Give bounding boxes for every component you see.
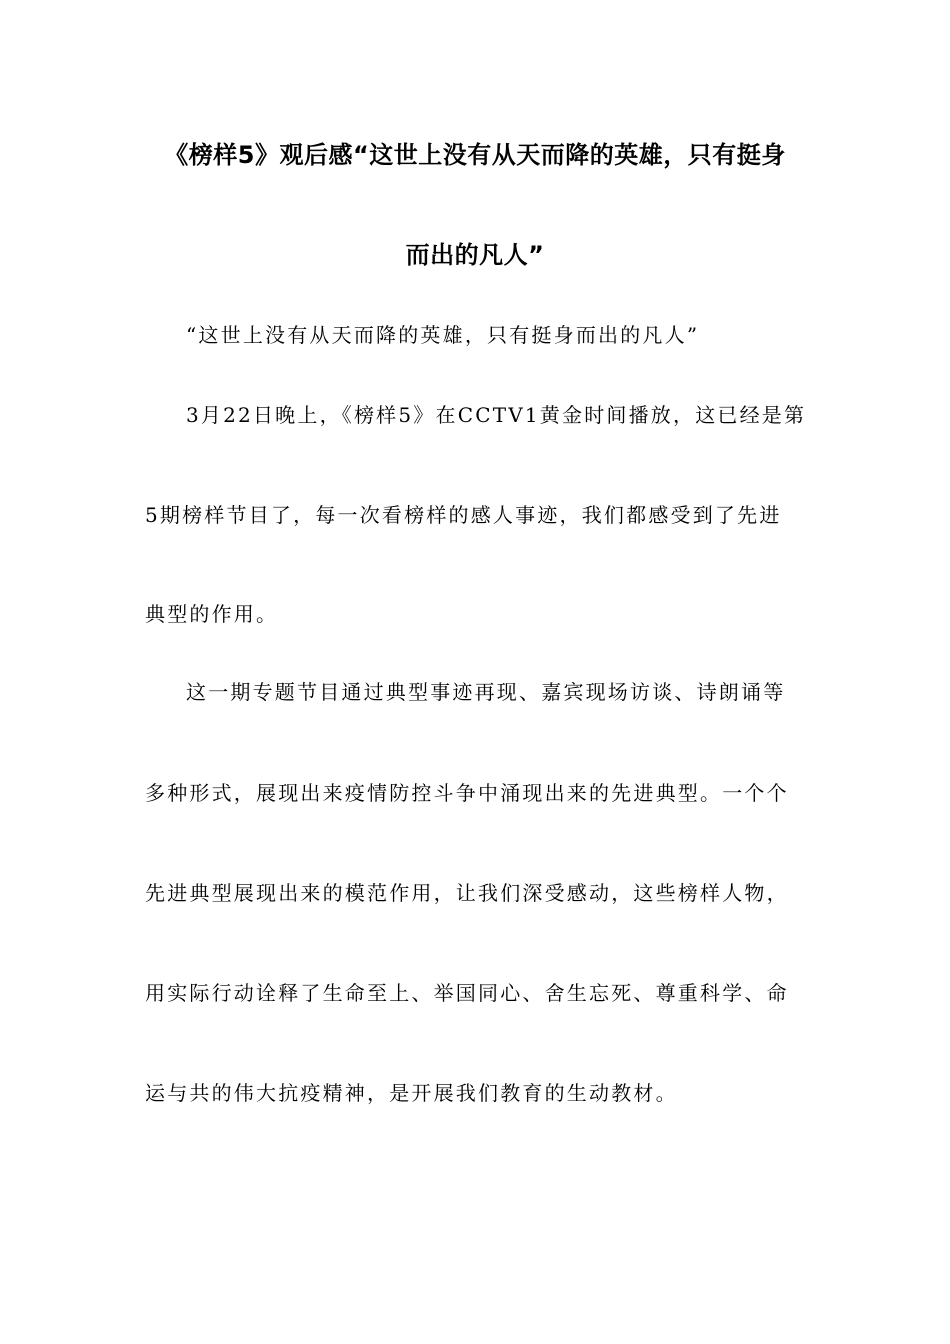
paragraph-1-line-1: 3月22日晚上，《榜样5》在CCTV1黄金时间播放，这已经是第: [186, 403, 807, 427]
paragraph-2-line-1: 这一期专题节目通过典型事迹再现、嘉宾现场访谈、诗朗诵等: [186, 680, 786, 704]
document-title-line-2: 而出的凡人”: [405, 241, 545, 269]
paragraph-2-line-3: 先进典型展现出来的模范作用，让我们深受感动，这些榜样人物，: [145, 881, 789, 905]
paragraph-1-line-2: 5期榜样节目了，每一次看榜样的感人事迹，我们都感受到了先进: [145, 503, 782, 527]
document-title-line-1: 《榜样5》观后感“这世上没有从天而降的英雄，只有挺身: [164, 141, 786, 169]
paragraph-2-line-4: 用实际行动诠释了生命至上、举国同心、舍生忘死、尊重科学、命: [145, 981, 789, 1005]
paragraph-2-line-5: 运与共的伟大抗疫精神，是开展我们教育的生动教材。: [145, 1081, 678, 1105]
quote-paragraph: “这世上没有从天而降的英雄，只有挺身而出的凡人”: [186, 323, 700, 347]
paragraph-1-line-3: 典型的作用。: [145, 602, 279, 626]
paragraph-2-line-2: 多种形式，展现出来疫情防控斗争中涌现出来的先进典型。一个个: [145, 781, 789, 805]
